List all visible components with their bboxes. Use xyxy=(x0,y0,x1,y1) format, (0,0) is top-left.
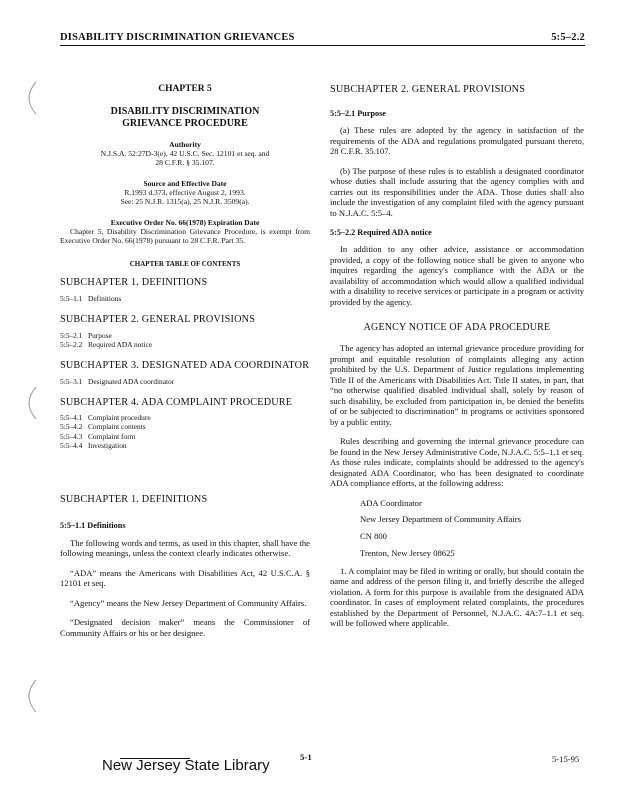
source-text-1: R.1993 d.373, effective August 2, 1993. xyxy=(124,187,246,197)
supplement-date: 5-15-95 xyxy=(552,754,580,764)
header-section: 5:5–2.2 xyxy=(551,32,585,43)
toc-item[interactable]: 5:5–2.2 Required ADA notice xyxy=(60,339,153,349)
section-5-5-2-1-heading: 5:5–2.1 Purpose xyxy=(330,109,386,119)
notice-paragraph: In addition to any other advice, assistance or accommodation provided, a copy of the following notice shall be given to anyone who inquires regarding the agency's compliance with the ADA or the availability of accommodation which would allow a qualified individual with a disability to receive services or participate in a program or activity provided by the agency. xyxy=(330,244,584,307)
table-of-contents xyxy=(60,277,310,450)
section-5-5-1-1-heading: 5:5–1.1 Definitions xyxy=(60,520,126,530)
definition-decision-maker: “Designated decision maker” means the Commissioner of Community Affairs or his or her designee. xyxy=(60,617,310,638)
toc-list xyxy=(60,294,310,303)
punch-hole-mark xyxy=(20,385,38,421)
right-column xyxy=(330,84,584,629)
toc-subchapter-heading: SUBCHAPTER 4. ADA COMPLAINT PROCEDURE xyxy=(60,396,293,408)
definition-ada: “ADA” means the Americans with Disabilities Act, 42 U.S.C.A. § 12101 et seq. xyxy=(60,567,310,589)
authority-text: N.J.S.A. 52:27D-3(e), 42 U.S.C. Sec. 12101 et seq. and 28 C.F.R. § 35.107. xyxy=(100,148,270,168)
chapter-number: CHAPTER 5 xyxy=(158,84,212,94)
toc-item[interactable]: 5:5–4.2 Complaint contents xyxy=(60,422,146,432)
left-column xyxy=(60,84,310,638)
toc-item[interactable]: 5:5–4.3 Complaint form xyxy=(60,431,136,441)
authority-heading: Authority xyxy=(169,139,201,149)
toc-item[interactable]: 5:5–4.4 Investigation xyxy=(60,440,127,450)
toc-list xyxy=(60,377,310,386)
toc-item[interactable]: 5:5–3.1 Designated ADA coordinator xyxy=(60,376,175,386)
rules-paragraph: Rules describing and governing the internal grievance procedure can be found in the New Jersey Administrative Code, N.J.A.C. 5:5–1.1 et seq. As those rules indicate, complaints should be addressed to the agency's designated ADA Coordinator, who has been designated to coordinate ADA compliance efforts, at the following address: xyxy=(330,436,584,489)
source-heading: Source and Effective Date xyxy=(143,178,227,188)
complaint-paragraph-1: 1. A complaint may be filed in writing or orally, but should contain the name and address of the person filing it, and briefly describe the alleged violation. A form for this purpose is available from the designated ADA coordinator. In cases of employment related complaints, the procedures established by the Department of Personnel, N.J.A.C. 4A:7–1.1 et seq. will be followed where applicable. xyxy=(330,565,584,629)
header-title: DISABILITY DISCRIMINATION GRIEVANCES xyxy=(60,32,295,43)
toc-list xyxy=(60,331,310,350)
address-line: Trenton, New Jersey 08625 xyxy=(360,547,455,558)
definition-agency: “Agency” means the New Jersey Department of Community Affairs. xyxy=(70,597,307,608)
section-5-5-2-2-heading: 5:5–2.2 Required ADA notice xyxy=(330,228,432,238)
chapter-title: DISABILITY DISCRIMINATION GRIEVANCE PROCEDURE xyxy=(110,105,260,129)
procedure-paragraph: The agency has adopted an internal grievance procedure providing for prompt and equitable resolution of complaints alleging any action prohibited by the U.S. Department of Justice regulations implementing Title II of the Americans with Disabilities Act. Title II states, in part, that “no otherwise qualified disabled individual shall, solely by reason of such disability, be excluded from participation in, be denied the benefits of or be subjected to discrimination” in programs or activities sponsored by a public entity. xyxy=(330,343,584,427)
source-text-2: See: 25 N.J.R. 1315(a), 25 N.J.R. 3509(a). xyxy=(120,197,250,207)
exec-order-heading: Executive Order No. 66(1978) Expiration Date xyxy=(110,217,260,227)
toc-list xyxy=(60,413,310,450)
address-line: New Jersey Department of Community Affairs xyxy=(360,514,521,525)
toc-item[interactable]: 5:5–2.1 Purpose xyxy=(60,330,112,340)
toc-item[interactable]: 5:5–1.1 Definitions xyxy=(60,293,122,303)
purpose-paragraph-b: (b) The purpose of these rules is to establish a designated coordinator whose duties shall include assuring that the agency complies with and carries out its responsibilities under the ADA. Those duties shall also include the investigation of any complaint filed with the agency pursuant to N.J.A.C. 5:5–4. xyxy=(330,165,584,218)
library-stamp: New Jersey State Library xyxy=(102,757,270,774)
running-header xyxy=(60,32,585,46)
toc-subchapter-heading: SUBCHAPTER 2. GENERAL PROVISIONS xyxy=(60,314,256,326)
agency-notice-heading: AGENCY NOTICE OF ADA PROCEDURE xyxy=(363,322,551,334)
address-line: CN 800 xyxy=(360,531,387,542)
toc-subchapter-heading: SUBCHAPTER 3. DESIGNATED ADA COORDINATOR xyxy=(60,360,310,372)
punch-hole-mark xyxy=(20,678,38,714)
exec-order-text: Chapter 5, Disability Discrimination Grievance Procedure, is exempt from Executive Order No. 66(1978) pursuant to 28 C.F.R. Part 35. xyxy=(60,226,310,246)
punch-hole-mark xyxy=(20,80,38,116)
toc-subchapter-heading: SUBCHAPTER 1. DEFINITIONS xyxy=(60,277,208,289)
toc-item[interactable]: 5:5–4.1 Complaint procedure xyxy=(60,413,151,423)
subchapter-2-heading: SUBCHAPTER 2. GENERAL PROVISIONS xyxy=(330,84,526,95)
subchapter-1-heading: SUBCHAPTER 1. DEFINITIONS xyxy=(60,494,208,506)
page-number: 5-1 xyxy=(300,752,312,762)
address-line: ADA Coordinator xyxy=(360,497,422,508)
coordinator-address xyxy=(360,495,584,562)
purpose-paragraph-a: (a) These rules are adopted by the agency in satisfaction of the requirements of the ADA and regulations promulgated pursuant thereto, 28 C.F.R. 35.107. xyxy=(330,125,584,157)
toc-heading: CHAPTER TABLE OF CONTENTS xyxy=(129,259,241,268)
definitions-intro: The following words and terms, as used in this chapter, shall have the following meanings, unless the context clearly indicates otherwise. xyxy=(60,537,310,559)
